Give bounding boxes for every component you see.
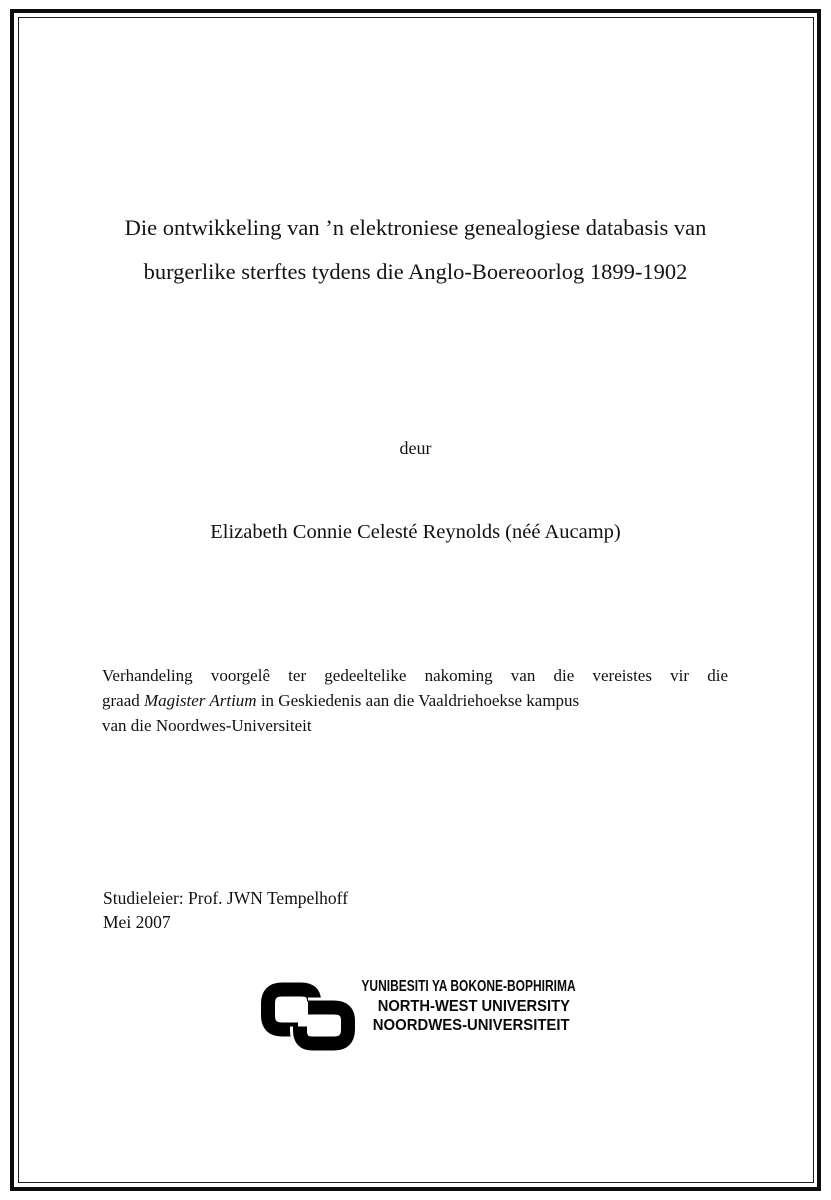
- degree-name: Magister Artium: [144, 691, 257, 710]
- logo-text-afrikaans: NOORDWES-UNIVERSITEIT: [373, 1017, 570, 1034]
- logo-text-english: NORTH-WEST UNIVERSITY: [377, 997, 570, 1015]
- thesis-title-line2: burgerlike sterftes tydens die Anglo-Boereoorlog 1899-1902: [143, 259, 688, 284]
- submission-statement-line1: Verhandeling voorgelê ter gedeeltelike nakoming van die vereistes vir die: [102, 666, 728, 685]
- university-logo: [256, 974, 586, 1064]
- logo-text-setswana: YUNIBESITI YA BOKONE-BOPHIRIMA: [361, 978, 576, 995]
- supervisor-line: Studieleier: Prof. JWN Tempelhoff: [103, 888, 349, 908]
- degree-suffix: in Geskiedenis aan die Vaaldriehoekse kampus: [256, 691, 580, 710]
- university-logo-text: [290, 977, 576, 1036]
- submission-statement-line3: van die Noordwes-Universiteit: [102, 716, 312, 735]
- degree-prefix: graad: [102, 691, 145, 710]
- author-name: Elizabeth Connie Celesté Reynolds (néé Aucamp): [210, 521, 621, 543]
- submission-statement: [102, 663, 728, 738]
- thesis-title-line1: Die ontwikkeling van ’n elektroniese genealogiese databasis van: [124, 215, 707, 240]
- date-line: Mei 2007: [103, 912, 171, 932]
- supervisor-block: [103, 886, 348, 934]
- thesis-title: [0, 206, 831, 294]
- byline: deur: [399, 438, 432, 458]
- submission-statement-line2: [102, 688, 728, 713]
